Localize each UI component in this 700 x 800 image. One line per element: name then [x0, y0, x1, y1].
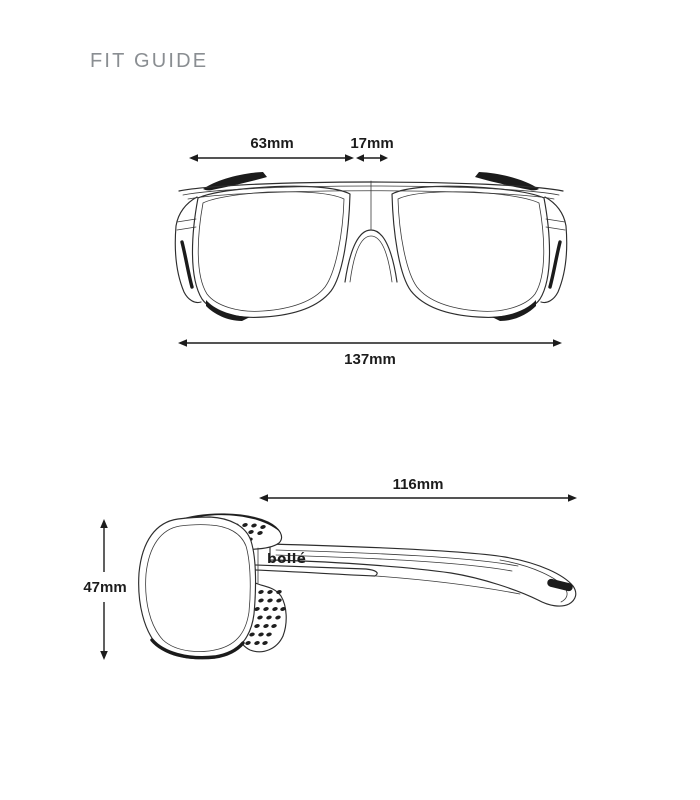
front-lens-outer: [192, 186, 350, 317]
front-view-right-half: [392, 172, 567, 321]
lens-width-label: 63mm: [250, 135, 294, 152]
frame-width-label: 137mm: [344, 351, 396, 368]
dimension-lens-height: [83, 519, 126, 660]
temple-length-label: 116mm: [392, 476, 444, 493]
bridge-width-label: 17mm: [350, 135, 394, 152]
temple-arm: [270, 544, 576, 606]
dimension-lens-width: [189, 135, 354, 162]
dimension-temple-length: [259, 476, 577, 502]
dimension-frame-width: [178, 339, 562, 368]
bolle-logo: bollé: [267, 551, 307, 567]
page-title: FIT GUIDE: [90, 50, 209, 72]
shield-dark-edge: [182, 242, 192, 287]
nose-bridge-arch: [345, 230, 397, 282]
front-lens-inner: [198, 192, 344, 312]
front-view-illustration: [175, 172, 566, 321]
lens-height-label: 47mm: [83, 579, 127, 596]
nose-bridge-arch-inner: [350, 236, 392, 282]
shield-notch-line: [177, 219, 196, 222]
dimension-bridge-width: [350, 135, 393, 162]
side-view-illustration: [139, 514, 576, 659]
front-view-left-half: [175, 172, 350, 321]
